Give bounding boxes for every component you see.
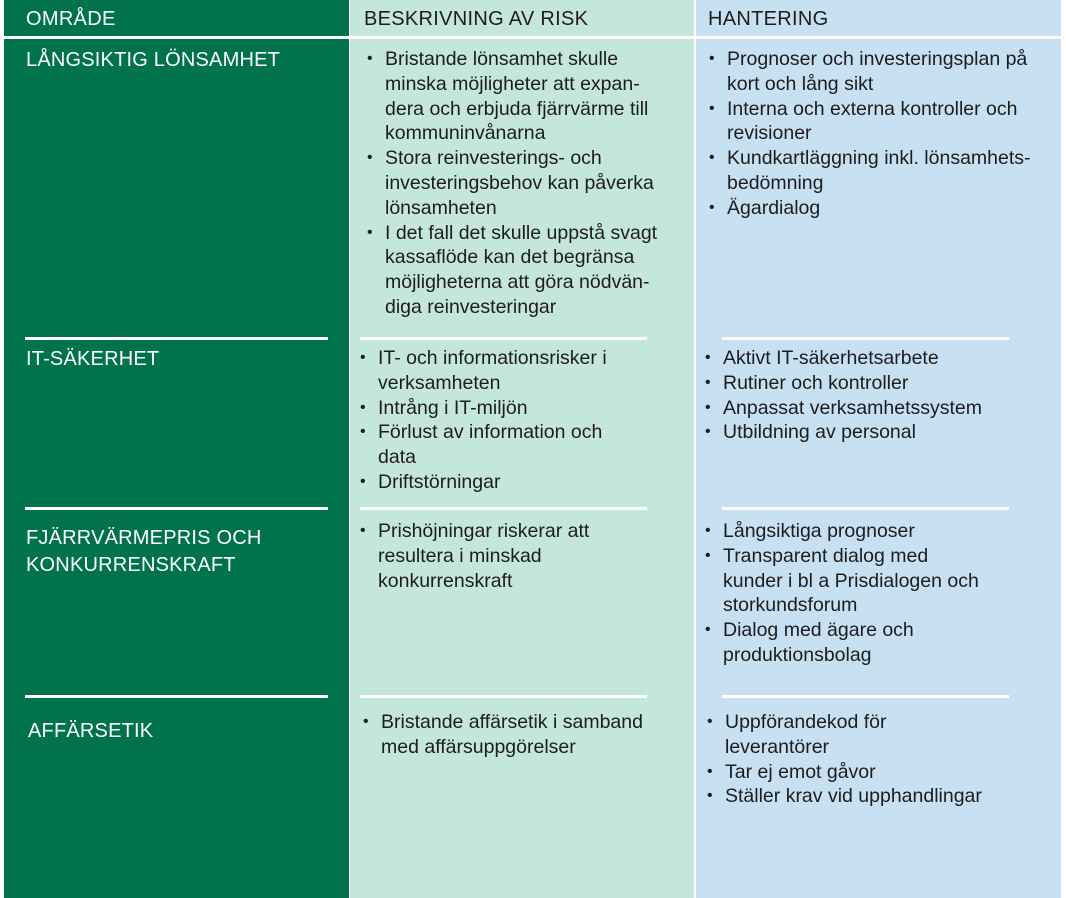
header-divider: [4, 36, 1061, 39]
row-divider: [360, 695, 647, 698]
list-item: • Kundkartläggning inkl. lönsamhets- bedömning: [707, 146, 1057, 196]
list-item: • Ägardialog: [707, 196, 1057, 221]
list-item: • Förlust av information och data: [358, 420, 688, 470]
risk-list-row-2: [358, 346, 688, 495]
list-item: • I det fall det skulle uppstå svagt kassaflöde kan det begränsa möjligheterna att göra nödvän- diga reinvesteringar: [365, 221, 690, 320]
list-item: • Driftstörningar: [358, 470, 688, 495]
list-item: • Långsiktiga prognoser: [703, 519, 1053, 544]
list-item: • Dialog med ägare och produktionsbolag: [703, 618, 1053, 668]
area-title-row-1: LÅNGSIKTIG LÖNSAMHET: [26, 49, 281, 71]
row-divider: [722, 695, 1009, 698]
header-area: OMRÅDE: [26, 8, 116, 30]
row-divider: [360, 337, 647, 340]
area-title-row-2: IT-SÄKERHET: [26, 348, 160, 370]
area-title-row-3: FJÄRRVÄRMEPRIS OCH KONKURRENSKRAFT: [26, 527, 262, 576]
list-item: • Bristande lönsamhet skulle minska möjligheter att expan- dera och erbjuda fjärrvärme till kommuninvånarna: [365, 47, 690, 146]
mgmt-list-row-1: [707, 47, 1057, 221]
list-item: • Aktivt IT-säkerhetsarbete: [703, 346, 1053, 371]
header-management: HANTERING: [708, 8, 829, 30]
risk-list-row-3: [358, 519, 688, 593]
row-divider: [722, 337, 1009, 340]
list-item: • Tar ej emot gåvor: [705, 760, 1055, 785]
list-item: • Transparent dialog med kunder i bl a Prisdialogen och storkundsforum: [703, 544, 1053, 618]
risk-list-row-1: [365, 47, 690, 320]
area-title-row-4: AFFÄRSETIK: [28, 720, 154, 742]
mgmt-list-row-3: [703, 519, 1053, 668]
row-divider: [722, 507, 1009, 510]
list-item: • Bristande affärsetik i samband med affärsuppgörelser: [361, 710, 691, 760]
list-item: • Ställer krav vid upphandlingar: [705, 784, 1055, 809]
list-item: • Anpassat verksamhetssystem: [703, 396, 1053, 421]
row-divider: [25, 337, 328, 340]
list-item: • Intrång i IT-miljön: [358, 396, 688, 421]
row-divider: [360, 507, 647, 510]
mgmt-list-row-4: [705, 710, 1055, 809]
list-item: • Prishöjningar riskerar att resultera i minskad konkurrenskraft: [358, 519, 688, 593]
header-risk: BESKRIVNING AV RISK: [364, 8, 589, 30]
mgmt-list-row-2: [703, 346, 1053, 445]
row-divider: [25, 695, 328, 698]
row-divider: [25, 507, 328, 510]
list-item: • Prognoser och investeringsplan på kort och lång sikt: [707, 47, 1057, 97]
list-item: • Rutiner och kontroller: [703, 371, 1053, 396]
risk-list-row-4: [361, 710, 691, 760]
list-item: • Interna och externa kontroller och revisioner: [707, 97, 1057, 147]
list-item: • Stora reinvesterings- och investeringsbehov kan påverka lönsamheten: [365, 146, 690, 220]
list-item: • Uppförandekod för leverantörer: [705, 710, 1055, 760]
list-item: • IT- och informationsrisker i verksamheten: [358, 346, 688, 396]
list-item: • Utbildning av personal: [703, 420, 1053, 445]
area-column: [4, 0, 349, 898]
